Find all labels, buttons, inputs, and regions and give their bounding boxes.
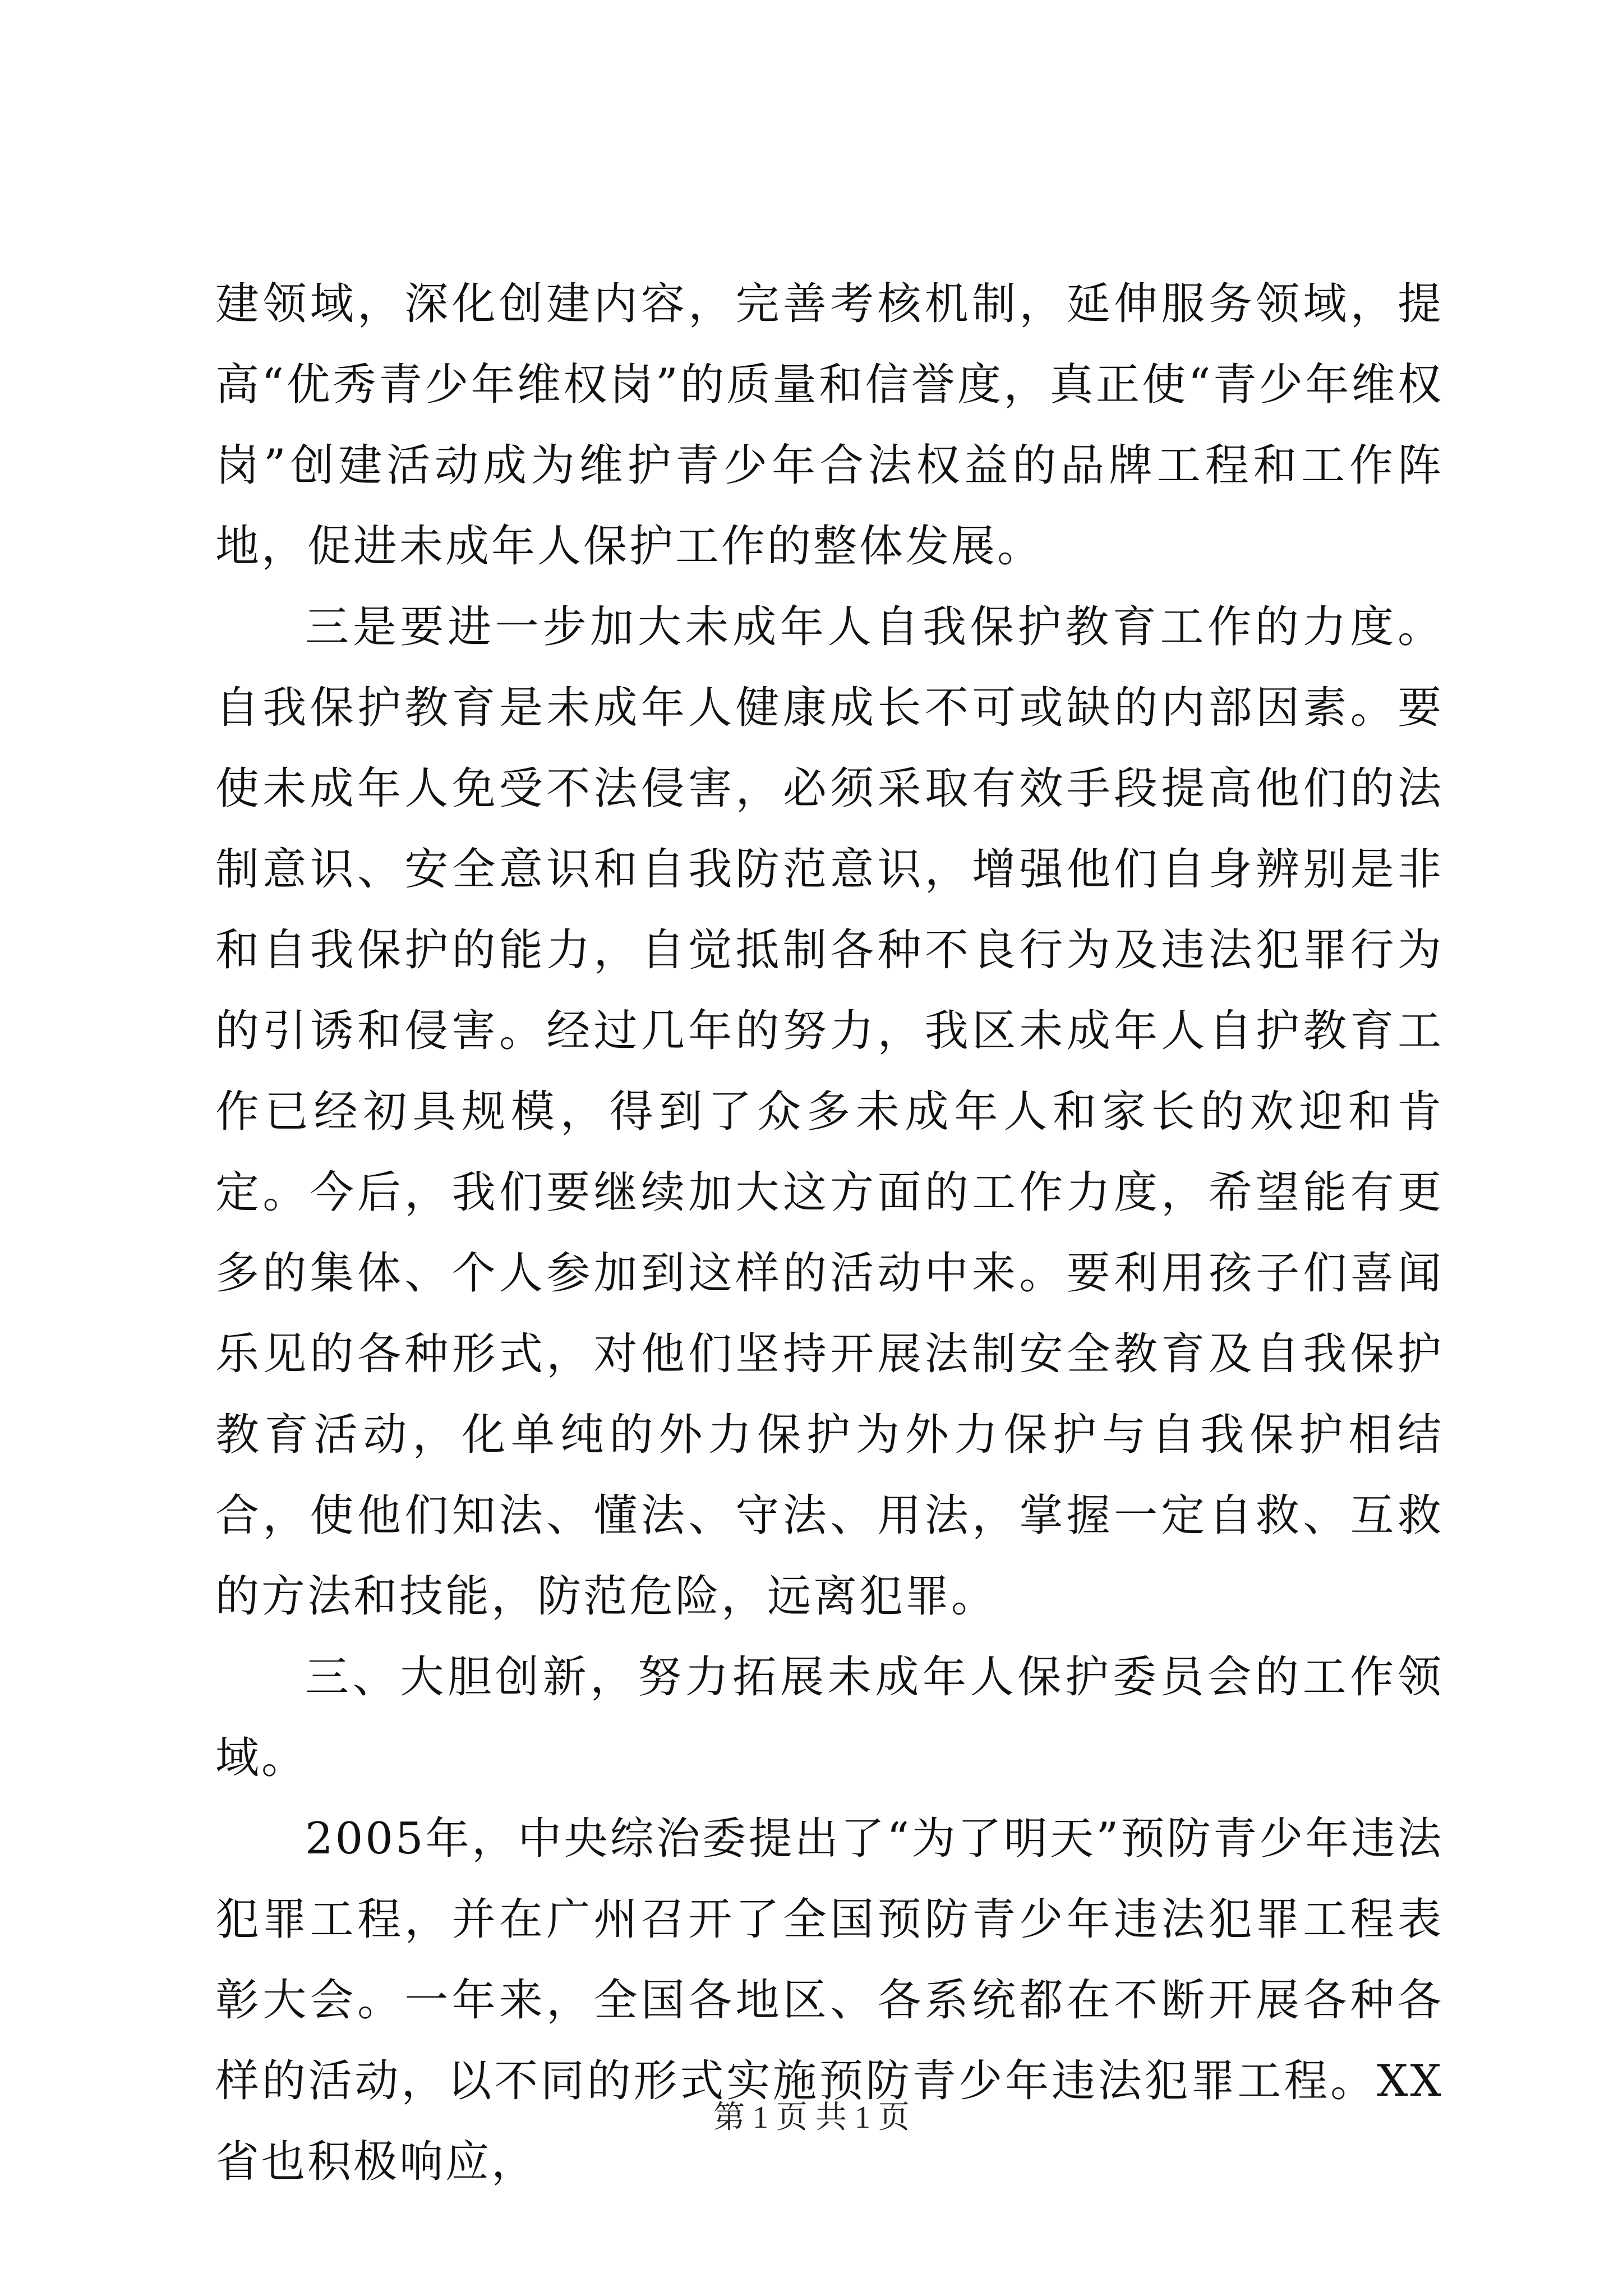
paragraph-4: 2005年，中央综治委提出了“为了明天”预防青少年违法犯罪工程，并在广州召开了全国预防青少年违法犯罪工程表彰大会。一年来，全国各地区、各系统都在不断开展各种各样的活动，以不同的形式实施预防青少年违法犯罪工程。XX省也积极响应， (215, 1814, 1444, 2187)
paragraph-1: 建领域，深化创建内容，完善考核机制，延伸服务领域，提高“优秀青少年维权岗”的质量和信誉度，真正使“青少年维权岗”创建活动成为维护青少年合法权益的品牌工程和工作阵地，促进未成年人保护工作的整体发展。 (215, 279, 1444, 572)
document-body (215, 264, 1444, 2202)
section-heading: 三、大胆创新，努力拓展未成年人保护委员会的工作领域。 (215, 1652, 1444, 1783)
paragraph-2: 三是要进一步加大未成年人自我保护教育工作的力度。自我保护教育是未成年人健康成长不可或缺的内部因素。要使未成年人免受不法侵害，必须采取有效手段提高他们的法制意识、安全意识和自我防范意识，增强他们自身辨别是非和自我保护的能力，自觉抵制各种不良行为及违法犯罪行为的引诱和侵害。经过几年的努力，我区未成年人自护教育工作已经初具规模，得到了众多未成年人和家长的欢迎和肯定。今后，我们要继续加大这方面的工作力度，希望能有更多的集体、个人参加到这样的活动中来。要利用孩子们喜闻乐见的各种形式，对他们坚持开展法制安全教育及自我保护教育活动，化单纯的外力保护为外力保护与自我保护相结合，使他们知法、懂法、守法、用法，掌握一定自救、互救的方法和技能，防范危险，远离犯罪。 (215, 602, 1444, 1622)
page-footer: 第 1 页 共 1 页 (713, 2100, 910, 2135)
